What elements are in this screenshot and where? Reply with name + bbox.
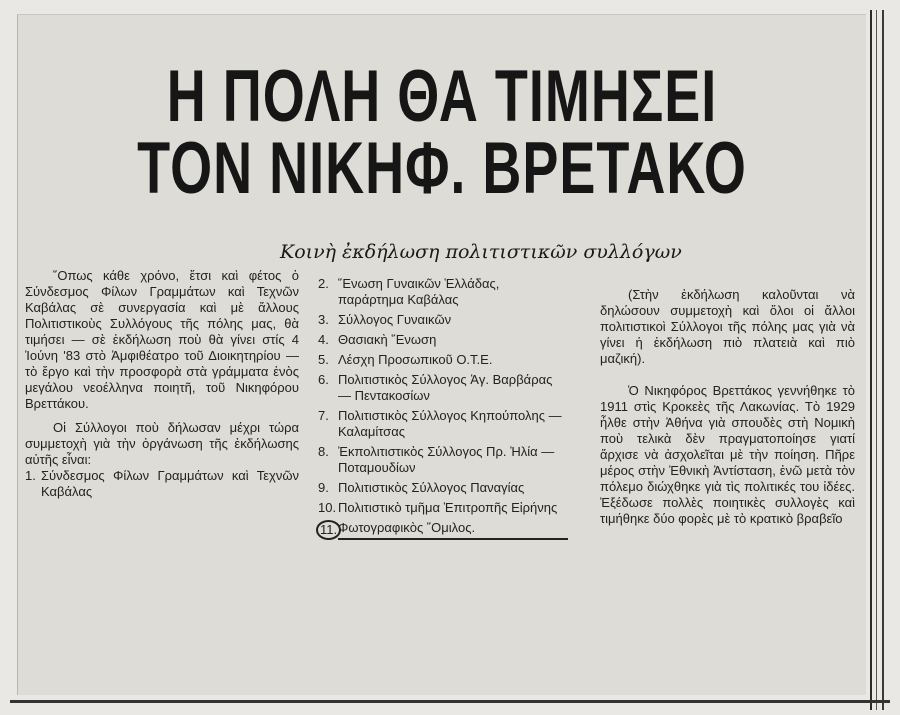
scan-border-bottom (10, 700, 890, 703)
participant-list-start (25, 468, 299, 500)
scan-border-right (870, 10, 877, 710)
list-item-circled (318, 520, 568, 540)
list-item (318, 444, 568, 476)
list-item (318, 352, 568, 368)
list-item (318, 372, 568, 404)
article-subtitle: Κοινὴ ἐκδήλωση πολιτιστικῶν συλλόγων (280, 241, 682, 263)
list-item-number: 11. (316, 520, 341, 540)
list-item-text: Πολιτιστικὸς Σύλλογος Κηπούπολης — Καλαμίτσας (338, 408, 562, 439)
list-item-text: Θασιακὴ ῞Ενωση (338, 332, 437, 347)
list-item (318, 276, 568, 308)
invitation-paragraph: (Στὴν ἐκδήλωση καλοῦνται νὰ δηλώσουν συμμετοχὴ καὶ ὅλοι οἱ ἄλλοι πολιτιστικοὶ Σύλλογοι τῆς πόλης μας γιὰ νὰ γίνει ἡ ἐκδήλωση πιὸ πλατειὰ καὶ πιὸ μαζική). (600, 287, 855, 366)
list-item-text: Πολιτιστικὸς Σύλλογος Ἁγ. Βαρβάρας — Πεντακοσίων (338, 372, 553, 403)
article-column-2 (318, 276, 568, 544)
list-item-number: 7. (318, 408, 329, 423)
participant-list (318, 276, 568, 540)
list-item-number: 1. (25, 468, 36, 483)
list-item-number: 9. (318, 480, 329, 495)
list-item-text: Σύνδεσμος Φίλων Γραμμάτων καὶ Τεχνῶν Καβάλας (41, 468, 299, 499)
scan-border-right-outer (882, 10, 884, 710)
list-item-number: 5. (318, 352, 329, 367)
list-item (318, 408, 568, 440)
list-item (318, 332, 568, 348)
list-item-number: 6. (318, 372, 329, 387)
list-item (318, 500, 568, 516)
list-item-text: Πολιτιστικὸ τμῆμα Ἐπιτροπῆς Εἰρήνης (338, 500, 558, 515)
headline-line-1: Η ΠΟΛΗ ΘΑ ΤΙΜΗΣΕΙ (166, 56, 718, 138)
list-item-text: Λέσχη Προσωπικοῦ Ο.Τ.Ε. (338, 352, 493, 367)
list-item-text: ῞Ενωση Γυναικῶν Ἑλλάδας, παράρτημα Καβάλας (338, 276, 500, 307)
list-item-text: Ἐκπολιτιστικὸς Σύλλογος Πρ. Ἠλία — Ποταμουδίων (338, 444, 555, 475)
article-column-1 (25, 268, 299, 500)
list-item-number: 3. (318, 312, 329, 327)
list-item-number: 10. (318, 500, 337, 515)
headline-line-2: ΤΟΝ ΝΙΚΗΦ. ΒΡΕΤΑΚΟ (137, 128, 747, 210)
article-column-3 (600, 287, 855, 527)
list-item-text: Φωτογραφικὸς ῞Ομιλος. (338, 520, 568, 540)
list-item-number: 8. (318, 444, 329, 459)
list-item-number: 2. (318, 276, 329, 291)
list-item (25, 468, 299, 500)
intro-paragraph: ῞Οπως κάθε χρόνο, ἔτσι καὶ φέτος ὁ Σύνδεσμος Φίλων Γραμμάτων καὶ Τεχνῶν Καβάλας σὲ συνεργασία καὶ μὲ ἄλλους Πολιτιστικοὺς Συλλόγους τῆς πόλης μας, θὰ τιμήσει — σὲ ἐκδήλωση ποὺ θὰ γίνει στίς 4 Ἰούνη '83 στὸ Ἀμφιθέατρο τοῦ Διοικητηρίου — τὸ ἔργο καὶ τὴν προσφορὰ στὰ γράμματα ἑνὸς μεγάλου νεοέλληνα ποιητῆ, τοῦ Νικηφόρου Βρεττάκου. (25, 268, 299, 411)
list-item-text: Πολιτιστικὸς Σύλλογος Παναγίας (338, 480, 525, 495)
participants-intro-paragraph: Οἱ Σύλλογοι ποὺ δήλωσαν μέχρι τώρα συμμετοχὴ γιὰ τὴν ὀργάνωση τῆς ἐκδήλωσης αὐτῆς εἶναι: (25, 420, 299, 467)
list-item-number: 4. (318, 332, 329, 347)
list-item (318, 480, 568, 496)
list-item-text: Σύλλογος Γυναικῶν (338, 312, 452, 327)
biography-paragraph: Ὁ Νικηφόρος Βρεττάκος γεννήθηκε τὸ 1911 στὶς Κροκεὲς τῆς Λακωνίας. Τὸ 1929 ἦλθε στὴν Ἀθήνα γιὰ σπουδὲς στὴ Νομικὴ ποὺ τελικὰ δὲν πραγματοποίησε γιατί ἄρχισε νὰ ἀσχολεῖται μὲ τὴν ποίηση. Πῆρε μέρος στὴν Ἐθνικὴ Ἀντίσταση, ἐνῶ μετὰ τὸν πόλεμο διώχθηκε γιὰ τὶς πολιτικές του ἰδέες. Ἐξέδωσε πολλὲς ποιητικὲς συλλογὲς καὶ τιμήθηκε δύο φορὲς μὲ τὸ κρατικὸ βραβεῖο (600, 383, 855, 526)
list-item (318, 312, 568, 328)
